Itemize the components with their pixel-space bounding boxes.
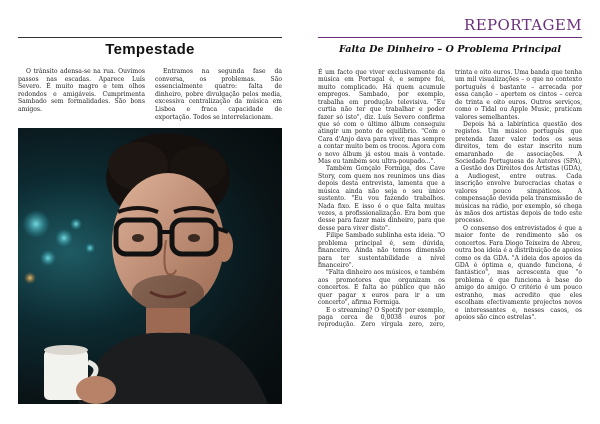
paragraph: Filipe Sambado sublinha esta ideia. "O problema principal é, sem dúvida, financeiro. Ainda não temos dimensão para ter sustentabilidade a nível financeiro". — [318, 232, 445, 269]
intro-text — [18, 68, 282, 124]
paragraph: O trânsito adensa-se na rua. Ouvimos passos nas escadas. Aparece Luís Severo. É muito magro e tem olhos redondos e amigáveis. Cumprimenta Sambado sem formalidades. São bons amigos. — [18, 68, 145, 113]
portrait-illustration — [18, 128, 282, 404]
right-top-rule — [318, 37, 582, 38]
paragraph: Também Gonçalo Formiga, dos Cave Story, com quem nos reunimos uns dias depois desta entrevista, lamenta que a música ainda não seja o seu único sustento. "Eu vou fazendo trabalhos. Nada fixo. E isso é o que falta muitas vezes, a profissionalização. Era bom que desse para fazer mais dinheiro, para que desse para viver disto". — [318, 165, 445, 232]
paragraph: "Falta dinheiro aos músicos, e também aos promotores que organizam os concertos. E falta ao público que não quer pagar x euros para ir a um concerto", afirma Formiga. — [318, 269, 445, 307]
paragraph: Entramos na segunda fase da conversa, os problemas. São essencialmente quatro: falta de dinheiro, pobre divulgação pelos media, excessiva centralização da música em Lisboa e fraca capacidade de exportação. Todos se interrelacionam. — [155, 68, 282, 121]
portrait-photo — [18, 128, 282, 404]
left-top-rule — [18, 37, 282, 38]
article-heading: Tempestade — [105, 41, 195, 58]
paragraph: E o streaming? O Spotify por exemplo, paga cerca de 0,0038 euros por reprodução. Zero vírgula zero, zero, trinta e oito euros. Uma banda que tenha um mil visualizações – o que no contexto português é bastante – arrecada por essa canção – apertem os cintos – cerca de trinta e oito euros. Outros serviços, como o Tidal ou Apple Music, praticam valores semelhantes. — [318, 69, 582, 329]
paragraph: É um facto que viver exclusivamente da música em Portugal é, e sempre foi, muito complicado. Há quem acumule empregos. Sambado, por exemplo, trabalha em produção televisiva. "Eu curtia não ter que trabalhar e poder fazer só isto", diz. Luís Severo confirma que só com o último álbum conseguiu atingir um ponto de equilíbrio. "Com o Cara d'Anjo dava para viver, mas sempre a contar muito bem os trocos. Agora com o novo álbum já estou mais à vontade. Mas eu também sou ultra-poupado...". — [318, 69, 445, 166]
paragraph: O consenso dos entrevistados é que a maior fonte de rendimento são os concertos. Fara Diogo Teixeira de Abreu, outra boa ideia é a distribuição de apoios como os da GDA. "A ideia dos apoios da GDA é óptima e, quando funciona, é fantástico", mas acrescenta que "o problema é que funciona à base do amigo do amigo. O critério é um pouco estranho, mas acredito que eles escolham efectivamente projectos novos e interessantes e, nesses casos, os apoios são cinco estrelas". — [455, 224, 582, 321]
article-body — [318, 69, 582, 387]
section-heading: Falta De Dinheiro – O Problema Principal — [339, 44, 561, 55]
right-page — [300, 0, 600, 424]
paragraph: Depois há a labiríntica questão dos registos. Um músico português que pretenda fazer valer todos os seus direitos, tem de estar inscrito num emaranhado de associações. A Sociedade Portuguesa de Autores (SPA), a Gestão dos Direitos dos Artistas (GDA), a Audiogest, entre outras. Cada inscrição envolve burocracias chatas e valores pouco simpáticos. A compensação devida pela transmissão de músicas na rádio, por exemplo, só chega às mãos dos artistas depois de todo este processo. — [455, 120, 582, 225]
section-label: REPORTAGEM — [464, 16, 582, 34]
